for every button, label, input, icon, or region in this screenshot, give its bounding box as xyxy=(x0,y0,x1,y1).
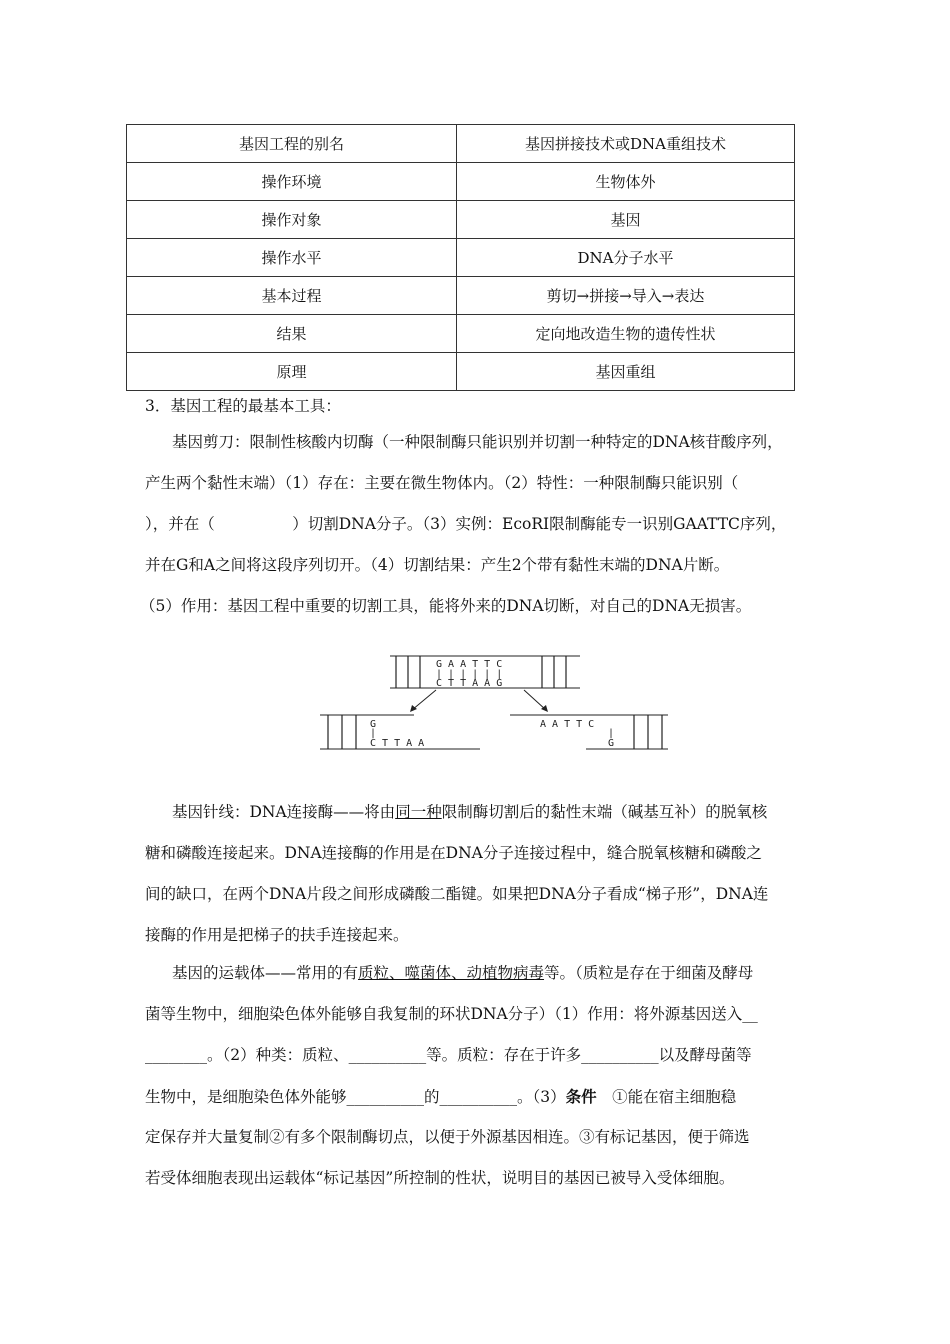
pair-tick: | xyxy=(370,728,377,739)
table-cell: 基因重组 xyxy=(457,353,795,391)
table-cell: 操作环境 xyxy=(127,163,457,201)
underlined-text: 同一种 xyxy=(395,803,442,821)
text-span: 基因针线：DNA连接酶——将由 xyxy=(172,803,396,821)
underlined-text: 质粒、噬菌体、动植物病毒 xyxy=(358,964,545,982)
section-heading: 3．基因工程的最基本工具： xyxy=(145,397,341,415)
table-cell: 定向地改造生物的遗传性状 xyxy=(457,315,795,353)
text-span: 基因的运载体——常用的有 xyxy=(172,964,359,982)
table-row xyxy=(127,239,795,277)
text-span: 生物中，是细胞染色体外能够__________的__________。（3） xyxy=(145,1088,566,1106)
table-cell: 基因拼接技术或DNA重组技术 xyxy=(457,125,795,163)
table-cell: DNA分子水平 xyxy=(457,239,795,277)
text-line: 糖和磷酸连接起来。DNA连接酶的作用是在DNA分子连接过程中，缝合脱氧核糖和磷酸之 xyxy=(145,844,762,862)
text-line xyxy=(172,792,837,833)
sequence-top: A A T T C xyxy=(540,719,595,730)
text-line: ________。（2）种类：质粒、__________等。质粒：存在于许多__________以及酵母菌等 xyxy=(145,1046,752,1064)
ecori-cut-diagram xyxy=(318,652,678,752)
table-cell: 剪切→拼接→导入→表达 xyxy=(457,277,795,315)
bold-text: 条件 xyxy=(565,1087,597,1106)
text-line: 接酶的作用是把梯子的扶手连接起来。 xyxy=(145,926,409,944)
text-line: 定保存并大量复制②有多个限制酶切点，以便于外源基因相连。③有标记基因，便于筛选 xyxy=(145,1128,750,1146)
arrow-left xyxy=(412,690,436,710)
table-cell: 操作水平 xyxy=(127,239,457,277)
table-cell: 生物体外 xyxy=(457,163,795,201)
arrow-right xyxy=(524,690,546,710)
pair-ticks: | | | | | | xyxy=(436,669,503,680)
table-cell: 基因工程的别名 xyxy=(127,125,457,163)
text-line: 间的缺口，在两个DNA片段之间形成磷酸二酯键。如果把DNA分子看成“梯子形”，DNA连 xyxy=(145,885,769,903)
table-row xyxy=(127,277,795,315)
text-line xyxy=(172,953,837,994)
table-cell: 结果 xyxy=(127,315,457,353)
text-line: 并在G和A之间将这段序列切开。（4）切割结果：产生2个带有黏性末端的DNA片断。 xyxy=(145,556,730,574)
table-cell: 基因 xyxy=(457,201,795,239)
table-cell: 基本过程 xyxy=(127,277,457,315)
text-line: 产生两个黏性末端）（1）存在：主要在微生物体内。（2）特性：一种限制酶只能识别（ xyxy=(145,474,739,492)
arrow-left-head xyxy=(410,705,417,712)
table-cell: 操作对象 xyxy=(127,201,457,239)
sequence-bottom: C T T A A G xyxy=(436,678,503,689)
text-line xyxy=(145,1076,810,1118)
pair-tick: | xyxy=(608,728,615,739)
text-span: 等。（质粒是存在于细菌及酵母 xyxy=(544,964,754,982)
gene-engineering-table xyxy=(126,124,795,391)
table-cell: 原理 xyxy=(127,353,457,391)
sequence-bottom: G xyxy=(608,738,615,749)
text-span: 限制酶切割后的黏性末端（碱基互补）的脱氧核 xyxy=(441,803,768,821)
table-row xyxy=(127,163,795,201)
sequence-top: G xyxy=(370,719,377,730)
sequence-bottom: C T T A A xyxy=(370,738,425,749)
table-row xyxy=(127,201,795,239)
table-row xyxy=(127,353,795,391)
text-line: ），并在（ ）切割DNA分子。（3）实例：EcoRI限制酶能专一识别GAATTC序列， xyxy=(145,515,787,533)
text-line: 若受体细胞表现出运载体“标记基因”所控制的性状，说明目的基因已被导入受体细胞。 xyxy=(145,1169,735,1187)
table-row xyxy=(127,125,795,163)
sequence-top: G A A T T C xyxy=(436,659,503,670)
table-row xyxy=(127,315,795,353)
text-span: ①能在宿主细胞稳 xyxy=(596,1088,737,1106)
text-line: 菌等生物中，细胞染色体外能够自我复制的环状DNA分子）（1）作用：将外源基因送入__ xyxy=(145,1005,758,1023)
text-line: 基因剪刀：限制性核酸内切酶（一种限制酶只能识别并切割一种特定的DNA核苷酸序列， xyxy=(172,433,783,451)
text-line: （5）作用：基因工程中重要的切割工具，能将外来的DNA切断，对自己的DNA无损害。 xyxy=(140,597,752,615)
